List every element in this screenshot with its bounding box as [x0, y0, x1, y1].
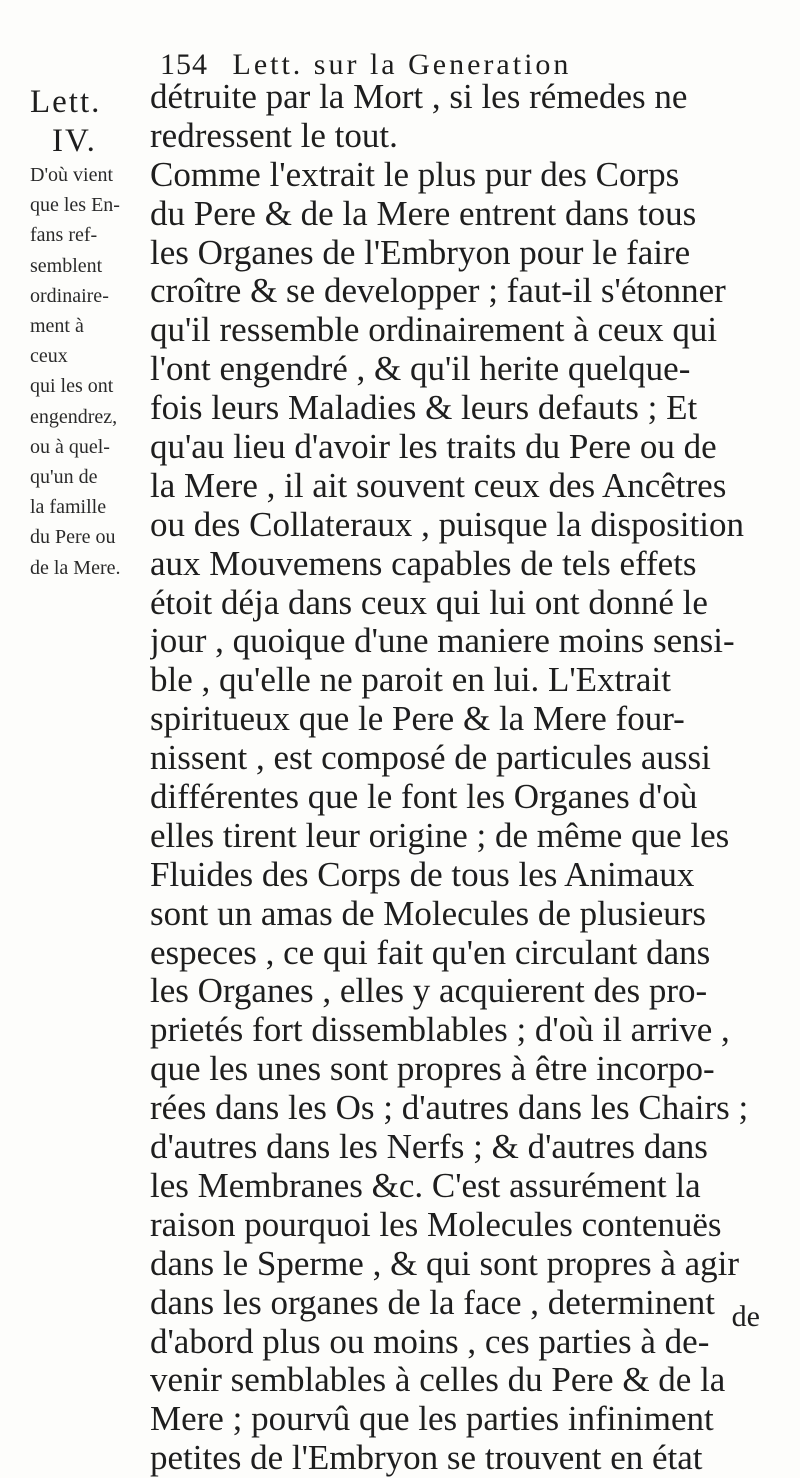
margin-note-line: ment à: [30, 315, 84, 338]
text-line: étoit déja dans ceux qui lui ont donné le: [150, 583, 708, 622]
text-line: dans le Sperme , & qui sont propres à agir: [150, 1244, 740, 1283]
text-line: redressent le tout.: [150, 116, 398, 155]
margin-note-line: qu'un de: [30, 466, 98, 489]
text-line: les Organes de l'Embryon pour le faire: [150, 233, 691, 272]
text-line: petites de l'Embryon se trouvent en état: [150, 1439, 703, 1478]
text-line: spiritueux que le Pere & la Mere four-: [150, 700, 685, 739]
text-line: du Pere & de la Mere entrent dans tous: [150, 194, 697, 233]
text-line: la Mere , il ait souvent ceux des Ancêtres: [150, 466, 727, 505]
marginal-note: [30, 160, 145, 583]
text-line: aux Mouvemens capables de tels effets: [150, 544, 697, 583]
running-head: [160, 48, 571, 82]
body-text: [150, 78, 775, 1478]
text-line: Comme l'extrait le plus pur des Corps: [150, 155, 680, 194]
page-number: 154: [160, 48, 208, 81]
text-line: fois leurs Maladies & leurs defauts ; Et: [150, 389, 698, 428]
margin-note-line: ordinaire-: [30, 284, 109, 307]
text-line: venir semblables à celles du Pere & de la: [150, 1361, 726, 1400]
text-line: raison pourquoi les Molecules contenuës: [150, 1205, 722, 1244]
running-head-title: Lett. sur la Generation: [232, 48, 572, 81]
margin-note-line: la famille: [30, 496, 107, 519]
text-line: Mere ; pourvû que les parties infiniment: [150, 1400, 714, 1439]
margin-note-line: semblent: [30, 254, 103, 277]
text-line: especes , ce qui fait qu'en circulant dans: [150, 933, 711, 972]
text-line: d'autres dans les Nerfs ; & d'autres dans: [150, 1128, 708, 1167]
margin-note-line: que les En-: [30, 194, 120, 217]
catchword: de: [731, 1300, 760, 1333]
text-line: qu'il ressemble ordinairement à ceux qui: [150, 311, 718, 350]
margin-note-line: qui les ont: [30, 375, 114, 398]
text-line: dans les organes de la face , determinent: [150, 1283, 715, 1322]
text-line: croître & se developper ; faut-il s'étonner: [150, 272, 726, 311]
margin-note-line: D'où vient: [30, 164, 114, 186]
text-line: différentes que le font les Organes d'où: [150, 778, 698, 817]
text-line: nissent , est composé de particules aussi: [150, 739, 711, 778]
text-line: l'ont engendré , & qu'il herite quelque-: [150, 350, 691, 389]
text-line: sont un amas de Molecules de plusieurs: [150, 894, 707, 933]
margin-note-line: ou à quel-: [30, 435, 110, 458]
text-line: qu'au lieu d'avoir les traits du Pere ou de: [150, 428, 717, 467]
letter-label-line-2: IV.: [52, 123, 97, 159]
text-line: Fluides des Corps de tous les Animaux: [150, 855, 695, 894]
text-line: jour , quoique d'une maniere moins sensi-: [150, 622, 735, 661]
margin-note-line: ceux: [30, 345, 68, 368]
text-line: rées dans les Os ; d'autres dans les Chairs ;: [150, 1089, 749, 1128]
text-line: prietés fort dissemblables ; d'où il arrive ,: [150, 1011, 730, 1050]
text-line: détruite par la Mort , si les rémedes ne: [150, 78, 688, 116]
text-line: que les unes sont propres à être incorpo-: [150, 1050, 715, 1089]
margin-note-line: engendrez,: [30, 405, 118, 428]
text-line: les Membranes &c. C'est assurément la: [150, 1166, 701, 1205]
letter-label-line-1: Lett.: [30, 84, 102, 120]
text-line: les Organes , elles y acquierent des pro-: [150, 972, 708, 1011]
margin-note-line: fans ref-: [30, 224, 98, 247]
text-line: ou des Collateraux , puisque la disposition: [150, 505, 744, 544]
margin-note-line: du Pere ou: [30, 526, 116, 549]
margin-note-line: de la Mere.: [30, 556, 121, 579]
text-line: elles tirent leur origine ; de même que les: [150, 816, 730, 855]
text-line: ble , qu'elle ne paroit en lui. L'Extrait: [150, 661, 671, 700]
text-line: d'abord plus ou moins , ces parties à de-: [150, 1322, 710, 1361]
